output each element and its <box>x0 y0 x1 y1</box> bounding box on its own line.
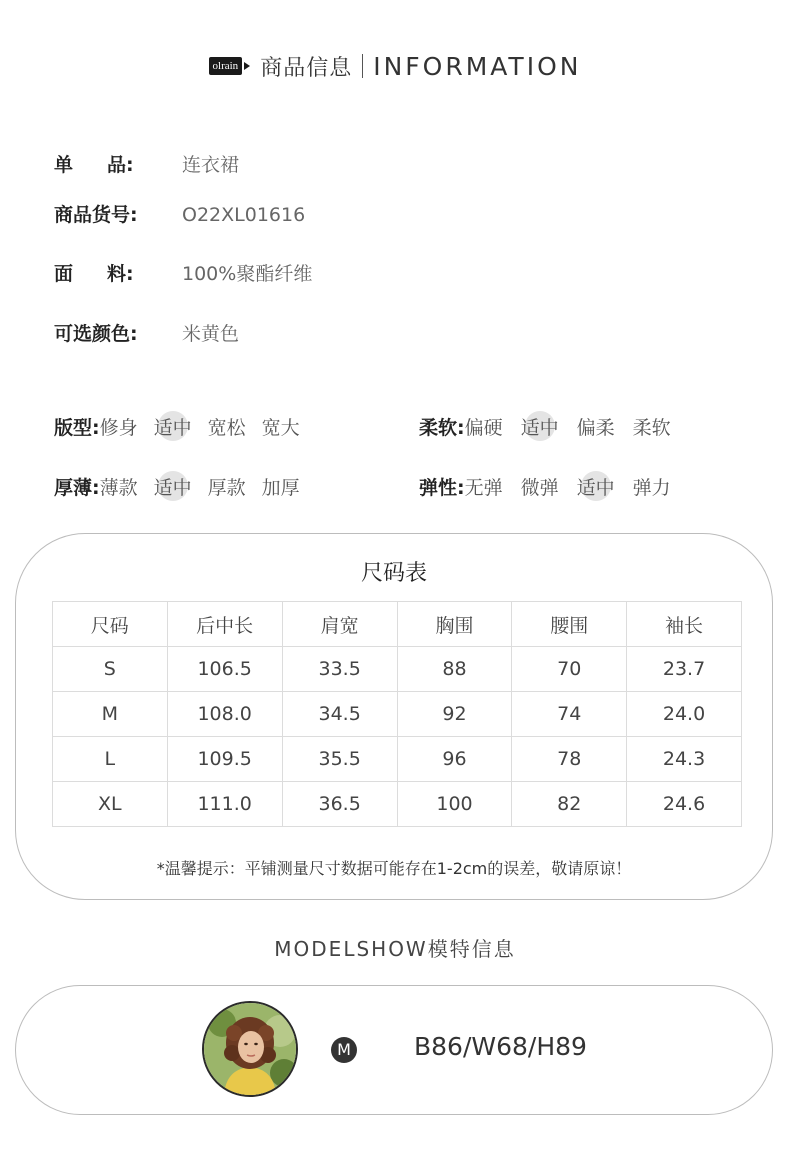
table-header-cell: 腰围 <box>512 602 627 647</box>
attr-option: 无弹 <box>464 476 503 499</box>
table-cell: 92 <box>397 692 512 737</box>
attr-option: 偏硬 <box>464 416 503 439</box>
table-cell: 36.5 <box>282 782 397 827</box>
info-row-fabric <box>54 259 312 286</box>
table-row <box>53 782 742 827</box>
table-cell: 96 <box>397 737 512 782</box>
table-row <box>53 737 742 782</box>
info-value-fabric: 100%聚酯纤维 <box>182 263 313 285</box>
table-cell: 35.5 <box>282 737 397 782</box>
attr-thickness <box>54 471 316 501</box>
brand-logo <box>209 57 251 75</box>
section-title-en: INFORMATION <box>373 51 582 81</box>
table-row <box>53 647 742 692</box>
table-cell: 88 <box>397 647 512 692</box>
table-cell: 100 <box>397 782 512 827</box>
info-row-sku <box>54 200 305 227</box>
attr-option: 修身 <box>99 416 138 439</box>
table-cell: 23.7 <box>627 647 742 692</box>
table-cell: 109.5 <box>167 737 282 782</box>
table-cell: 78 <box>512 737 627 782</box>
model-avatar <box>202 1001 298 1097</box>
table-cell: 82 <box>512 782 627 827</box>
attr-option-selected: 适中 <box>154 413 192 440</box>
attr-elasticity <box>419 471 689 501</box>
attr-option: 宽松 <box>207 416 246 439</box>
attr-option-selected: 适中 <box>154 473 192 500</box>
section-title-cn: 商品信息 <box>260 55 353 81</box>
info-value-item: 连衣裙 <box>182 154 240 176</box>
attr-option-selected: 适中 <box>521 413 559 440</box>
size-chart-note: *温馨提示：平铺测量尺寸数据可能存在1-2cm的误差，敬请原谅！ <box>156 859 632 878</box>
attr-label: 柔软: <box>419 416 465 439</box>
table-cell: M <box>53 692 168 737</box>
table-header-cell: 尺码 <box>53 602 168 647</box>
table-header-cell: 胸围 <box>397 602 512 647</box>
table-header-cell: 袖长 <box>627 602 742 647</box>
info-value-sku: O22XL01616 <box>182 204 306 226</box>
table-cell: 70 <box>512 647 627 692</box>
size-chart-title: 尺码表 <box>360 561 427 586</box>
table-row <box>53 692 742 737</box>
table-cell: 74 <box>512 692 627 737</box>
table-cell: 108.0 <box>167 692 282 737</box>
info-label: 面 料 : <box>54 263 134 285</box>
brand-logo-text: olrain <box>209 57 243 75</box>
table-cell: 33.5 <box>282 647 397 692</box>
model-portrait-image <box>204 1003 296 1095</box>
table-header-cell: 后中长 <box>167 602 282 647</box>
table-cell: 34.5 <box>282 692 397 737</box>
model-size-badge: M <box>331 1037 357 1063</box>
attr-softness <box>419 411 689 441</box>
info-label: 商品货号: <box>54 204 138 226</box>
table-cell: S <box>53 647 168 692</box>
table-header-row <box>53 602 742 647</box>
attr-option: 微弹 <box>520 476 559 499</box>
model-section-heading: MODELSHOW模特信息 <box>274 937 516 961</box>
table-cell: 111.0 <box>167 782 282 827</box>
attr-label: 版型: <box>54 416 100 439</box>
info-label: 可选颜色: <box>54 323 138 345</box>
attr-option: 柔软 <box>632 416 671 439</box>
table-header-cell: 肩宽 <box>282 602 397 647</box>
attr-label: 厚薄: <box>54 476 100 499</box>
info-row-color <box>54 319 239 346</box>
table-cell: L <box>53 737 168 782</box>
table-cell: 24.6 <box>627 782 742 827</box>
table-cell: XL <box>53 782 168 827</box>
model-measurements: B86/W68/H89 <box>414 1032 587 1061</box>
attr-option: 宽大 <box>261 416 300 439</box>
info-label: 单 品 : <box>54 154 134 176</box>
attr-option: 弹力 <box>632 476 671 499</box>
attr-fit <box>54 411 316 441</box>
attr-option: 偏柔 <box>576 416 615 439</box>
page-header <box>0 48 790 84</box>
model-info-card <box>15 985 773 1115</box>
info-row-item <box>54 150 239 177</box>
info-value-color: 米黄色 <box>182 323 240 345</box>
attr-option: 薄款 <box>99 476 138 499</box>
attr-label: 弹性: <box>419 476 465 499</box>
title-divider <box>362 54 363 78</box>
table-cell: 24.3 <box>627 737 742 782</box>
size-chart-card <box>15 533 773 900</box>
play-triangle-icon <box>244 62 250 70</box>
attr-option: 加厚 <box>261 476 300 499</box>
attr-option: 厚款 <box>207 476 246 499</box>
attr-option-selected: 适中 <box>577 473 615 500</box>
size-table <box>52 601 742 827</box>
table-cell: 106.5 <box>167 647 282 692</box>
table-cell: 24.0 <box>627 692 742 737</box>
